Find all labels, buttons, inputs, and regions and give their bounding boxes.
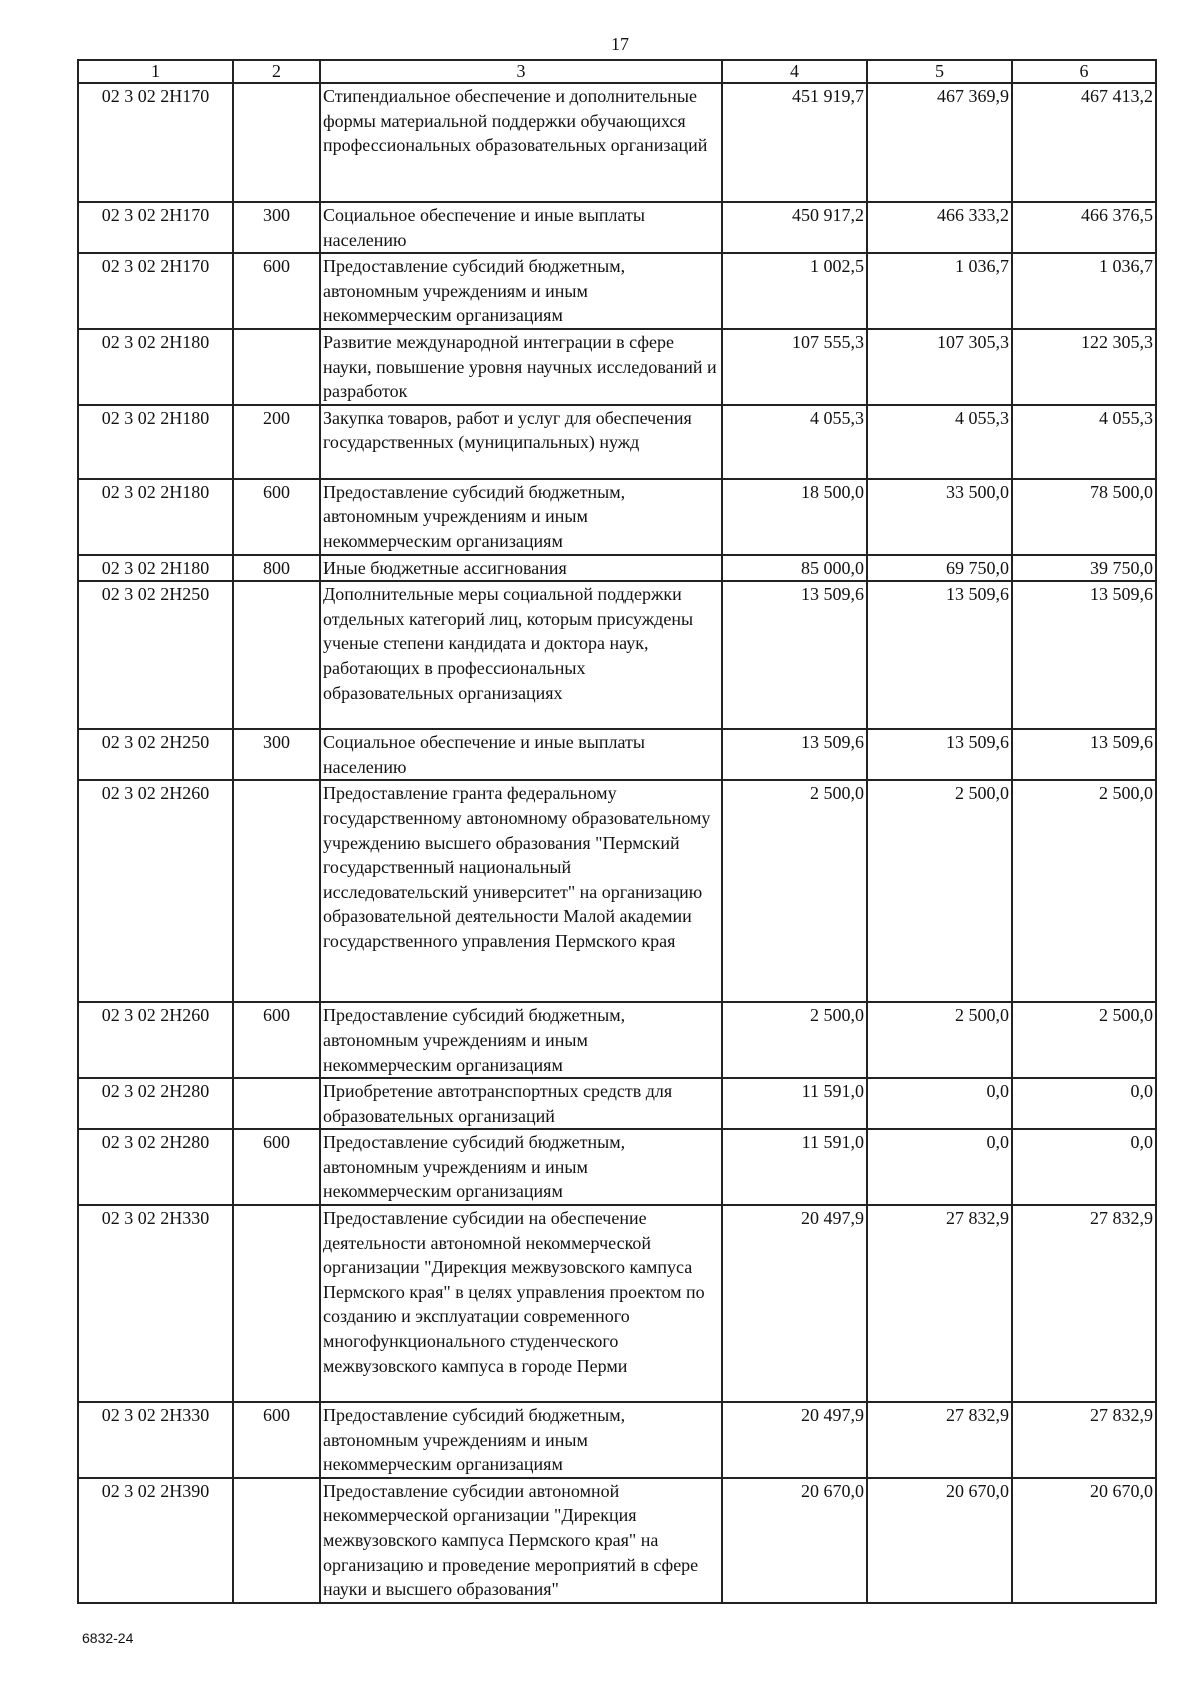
row-value-year1-cell: 107 555,3 [722,329,867,405]
row-code-cell: 02 3 02 2Н250 [78,581,233,729]
row-name-cell: Предоставление субсидий бюджетным, автономным учреждениям и иным некоммерческим организациям [320,479,722,555]
row-value-year3-cell: 467 413,2 [1012,83,1156,202]
row-value-year2-cell: 4 055,3 [867,405,1012,479]
table-row [78,1002,1156,1078]
column-header-2: 2 [233,60,320,83]
row-value-year2-cell: 467 369,9 [867,83,1012,202]
row-value-year1-cell: 11 591,0 [722,1078,867,1129]
row-value-year2-cell: 107 305,3 [867,329,1012,405]
table-row [78,1129,1156,1205]
row-kind-cell [233,581,320,729]
document-code: 6832-24 [82,1630,134,1646]
row-value-year1-cell: 85 000,0 [722,555,867,582]
column-header-3: 3 [320,60,722,83]
row-value-year2-cell: 69 750,0 [867,555,1012,582]
row-value-year1-cell: 2 500,0 [722,1002,867,1078]
table-header-row [78,60,1156,83]
row-code-cell: 02 3 02 2Н330 [78,1402,233,1478]
row-name-cell: Закупка товаров, работ и услуг для обеспечения государственных (муниципальных) нужд [320,405,722,479]
row-kind-cell: 600 [233,253,320,329]
table-row [78,729,1156,780]
table-row [78,329,1156,405]
row-value-year2-cell: 27 832,9 [867,1205,1012,1402]
row-name-cell: Предоставление субсидии автономной некоммерческой организации "Дирекция межвузовского кампуса Пермского края" на организацию и проведение мероприятий в сфере науки и высшего образования" [320,1478,722,1603]
row-code-cell: 02 3 02 2Н170 [78,83,233,202]
row-code-cell: 02 3 02 2Н280 [78,1129,233,1205]
table-row [78,581,1156,729]
row-value-year2-cell: 20 670,0 [867,1478,1012,1603]
row-value-year2-cell: 2 500,0 [867,1002,1012,1078]
row-kind-cell: 600 [233,479,320,555]
row-name-cell: Социальное обеспечение и иные выплаты населению [320,729,722,780]
table-row [78,253,1156,329]
row-code-cell: 02 3 02 2Н330 [78,1205,233,1402]
row-value-year3-cell: 27 832,9 [1012,1402,1156,1478]
row-value-year1-cell: 1 002,5 [722,253,867,329]
row-kind-cell: 800 [233,555,320,582]
table-row [78,405,1156,479]
column-header-6: 6 [1012,60,1156,83]
row-value-year3-cell: 0,0 [1012,1078,1156,1129]
table-row [78,780,1156,1002]
table-row [78,1478,1156,1603]
table-row [78,83,1156,202]
row-name-cell: Предоставление гранта федеральному государственному автономному образовательному учреждению высшего образования "Пермский государственный национальный исследовательский университет" на организацию образовательной деятельности Малой академии государственного управления Пермского края [320,780,722,1002]
row-value-year1-cell: 2 500,0 [722,780,867,1002]
row-value-year3-cell: 1 036,7 [1012,253,1156,329]
row-name-cell: Предоставление субсидий бюджетным, автономным учреждениям и иным некоммерческим организациям [320,1002,722,1078]
column-header-5: 5 [867,60,1012,83]
row-name-cell: Предоставление субсидии на обеспечение деятельности автономной некоммерческой организации "Дирекция межвузовского кампуса Пермского края" в целях управления проектом по созданию и эксплуатации современного многофункционального студенческого межвузовского кампуса в городе Перми [320,1205,722,1402]
table-row [78,479,1156,555]
row-code-cell: 02 3 02 2Н390 [78,1478,233,1603]
row-value-year2-cell: 0,0 [867,1078,1012,1129]
row-value-year2-cell: 0,0 [867,1129,1012,1205]
row-kind-cell [233,83,320,202]
row-kind-cell [233,1478,320,1603]
row-name-cell: Стипендиальное обеспечение и дополнительные формы материальной поддержки обучающихся профессиональных образовательных организаций [320,83,722,202]
row-value-year3-cell: 27 832,9 [1012,1205,1156,1402]
row-code-cell: 02 3 02 2Н180 [78,405,233,479]
row-value-year1-cell: 451 919,7 [722,83,867,202]
budget-table [77,59,1157,1604]
row-value-year3-cell: 78 500,0 [1012,479,1156,555]
row-code-cell: 02 3 02 2Н250 [78,729,233,780]
row-value-year1-cell: 11 591,0 [722,1129,867,1205]
row-value-year1-cell: 450 917,2 [722,202,867,253]
row-value-year1-cell: 20 670,0 [722,1478,867,1603]
row-value-year1-cell: 18 500,0 [722,479,867,555]
row-value-year3-cell: 13 509,6 [1012,729,1156,780]
row-name-cell: Предоставление субсидий бюджетным, автономным учреждениям и иным некоммерческим организациям [320,1129,722,1205]
row-value-year3-cell: 13 509,6 [1012,581,1156,729]
row-code-cell: 02 3 02 2Н180 [78,555,233,582]
row-code-cell: 02 3 02 2Н180 [78,329,233,405]
row-kind-cell: 200 [233,405,320,479]
row-value-year3-cell: 0,0 [1012,1129,1156,1205]
row-value-year3-cell: 39 750,0 [1012,555,1156,582]
row-value-year3-cell: 4 055,3 [1012,405,1156,479]
row-code-cell: 02 3 02 2Н260 [78,780,233,1002]
row-code-cell: 02 3 02 2Н170 [78,202,233,253]
row-kind-cell: 300 [233,729,320,780]
row-name-cell: Иные бюджетные ассигнования [320,555,722,582]
row-kind-cell: 600 [233,1402,320,1478]
row-value-year2-cell: 466 333,2 [867,202,1012,253]
row-value-year1-cell: 20 497,9 [722,1205,867,1402]
row-code-cell: 02 3 02 2Н180 [78,479,233,555]
row-value-year3-cell: 122 305,3 [1012,329,1156,405]
row-value-year3-cell: 20 670,0 [1012,1478,1156,1603]
row-kind-cell: 600 [233,1002,320,1078]
table-row [78,202,1156,253]
table-row [78,1078,1156,1129]
column-header-1: 1 [78,60,233,83]
table-row [78,555,1156,582]
page-number: 17 [611,34,629,54]
row-kind-cell [233,780,320,1002]
row-kind-cell [233,1078,320,1129]
row-value-year1-cell: 13 509,6 [722,729,867,780]
row-value-year1-cell: 4 055,3 [722,405,867,479]
row-value-year2-cell: 2 500,0 [867,780,1012,1002]
row-value-year2-cell: 1 036,7 [867,253,1012,329]
row-name-cell: Предоставление субсидий бюджетным, автономным учреждениям и иным некоммерческим организациям [320,1402,722,1478]
row-code-cell: 02 3 02 2Н260 [78,1002,233,1078]
row-kind-cell [233,1205,320,1402]
row-name-cell: Приобретение автотранспортных средств для образовательных организаций [320,1078,722,1129]
row-kind-cell: 600 [233,1129,320,1205]
row-name-cell: Предоставление субсидий бюджетным, автономным учреждениям и иным некоммерческим организациям [320,253,722,329]
row-code-cell: 02 3 02 2Н170 [78,253,233,329]
row-name-cell: Социальное обеспечение и иные выплаты населению [320,202,722,253]
row-value-year1-cell: 20 497,9 [722,1402,867,1478]
row-value-year1-cell: 13 509,6 [722,581,867,729]
row-name-cell: Дополнительные меры социальной поддержки отдельных категорий лиц, которым присуждены ученые степени кандидата и доктора наук, работающих в профессиональных образовательных организациях [320,581,722,729]
row-value-year3-cell: 466 376,5 [1012,202,1156,253]
row-value-year2-cell: 13 509,6 [867,581,1012,729]
table-row [78,1402,1156,1478]
row-value-year3-cell: 2 500,0 [1012,780,1156,1002]
row-code-cell: 02 3 02 2Н280 [78,1078,233,1129]
column-header-4: 4 [722,60,867,83]
row-kind-cell: 300 [233,202,320,253]
row-value-year3-cell: 2 500,0 [1012,1002,1156,1078]
table-row [78,1205,1156,1402]
row-value-year2-cell: 33 500,0 [867,479,1012,555]
row-value-year2-cell: 27 832,9 [867,1402,1012,1478]
row-name-cell: Развитие международной интеграции в сфере науки, повышение уровня научных исследований и разработок [320,329,722,405]
row-kind-cell [233,329,320,405]
row-value-year2-cell: 13 509,6 [867,729,1012,780]
